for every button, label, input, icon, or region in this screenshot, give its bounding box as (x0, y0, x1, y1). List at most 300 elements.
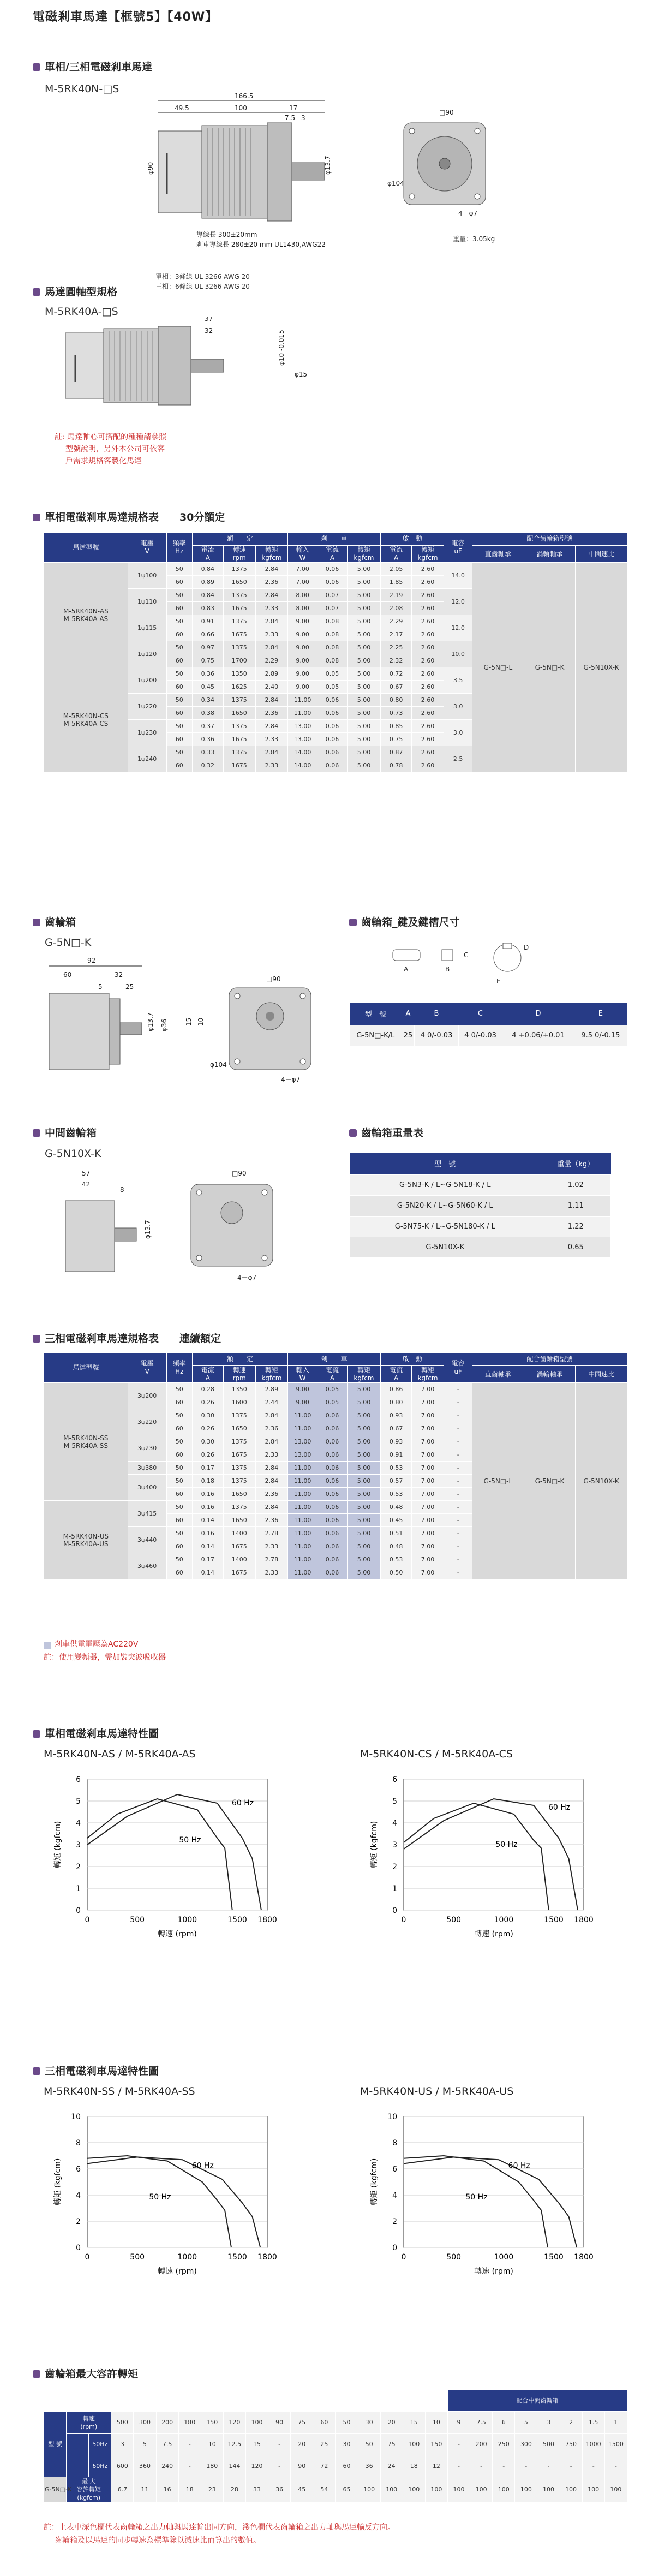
section-marker (33, 1129, 40, 1137)
value-cell: 2.25 (381, 641, 412, 654)
value-cell: 5.00 (347, 1396, 381, 1409)
x-tick-label: 1000 (177, 1916, 197, 1924)
col-start-torque: 轉矩 kgfcm (411, 1366, 444, 1383)
dim-8: 8 (120, 1186, 124, 1194)
value-cell: 7.00 (411, 1462, 444, 1475)
series-label: 50 Hz (179, 1836, 201, 1845)
col-voltage: 電壓 V (128, 1353, 166, 1383)
value-cell: 2.84 (255, 615, 287, 628)
torque-cell: 28 (223, 2477, 245, 2502)
dim-square90: □90 (266, 975, 281, 983)
value-cell: 2.36 (255, 707, 287, 720)
key-col-a: A (402, 1003, 415, 1025)
y-axis-label: 轉矩 (kgfcm) (53, 2158, 62, 2206)
value-cell: 2.60 (411, 563, 444, 576)
value-cell: 1350 (223, 667, 255, 681)
value-cell: 2.60 (411, 707, 444, 720)
speed60-cell: - (604, 2455, 627, 2477)
key-cell-e: 9.5 0/-0.15 (574, 1025, 627, 1046)
value-cell: 5.00 (347, 641, 381, 654)
value-cell: 13.00 (287, 720, 317, 733)
value-cell: 7.00 (411, 1540, 444, 1553)
ratio-cell: 75 (380, 2434, 403, 2455)
capacitor-cell: 10.0 (444, 641, 472, 667)
value-cell: 0.30 (192, 1435, 223, 1448)
section-marker (33, 919, 40, 926)
value-cell: 9.00 (287, 681, 317, 694)
dim-phi36: φ36 (160, 1018, 168, 1031)
value-cell: 11.00 (287, 1462, 317, 1475)
value-cell: 60 (166, 628, 192, 641)
dim-42: 42 (82, 1180, 91, 1188)
speed60-cell: 12 (425, 2455, 447, 2477)
ratio-cell: 1500 (604, 2434, 627, 2455)
blank-cell (245, 2390, 268, 2412)
value-cell: 1375 (223, 1409, 255, 1422)
key-cell-d: 4 +0.06/+0.01 (502, 1025, 574, 1046)
speed60-cell: - (515, 2455, 537, 2477)
value-cell: 0.33 (192, 746, 223, 759)
blank-cell (313, 2390, 336, 2412)
motor-dimension-drawing (131, 93, 567, 257)
table2-title-text: 三相電磁剎車馬達規格表 (45, 1333, 159, 1345)
capacitor-cell: - (444, 1422, 472, 1435)
speed60-cell: 120 (245, 2455, 268, 2477)
value-cell: 5.00 (347, 746, 381, 759)
key-spec-table (349, 1003, 627, 1046)
value-cell: 0.36 (192, 667, 223, 681)
value-cell: 0.08 (317, 641, 347, 654)
value-cell: 11.00 (287, 1488, 317, 1501)
ratio-cell: 750 (560, 2434, 582, 2455)
model-name: M-5RK40A-US (63, 1540, 109, 1548)
model-name: M-5RK40N-SS (63, 1434, 109, 1442)
value-cell: 60 (166, 1488, 192, 1501)
dim-32: 32 (205, 327, 213, 335)
value-cell: 5.00 (347, 1566, 381, 1579)
value-cell: 50 (166, 667, 192, 681)
footnote-2: 齒輪箱及以馬達的同步轉速為標準除以減速比而算出的數值。 (55, 2536, 261, 2545)
voltage-cell: 1ψ110 (128, 589, 166, 615)
value-cell: 0.85 (381, 720, 412, 733)
capacitor-cell: - (444, 1527, 472, 1540)
model-group-cell (44, 563, 128, 667)
y-tick-label: 1 (76, 1885, 81, 1893)
blank-cell (380, 2390, 403, 2412)
col-torque: 轉矩 kgfcm (255, 546, 287, 563)
value-cell: 1350 (223, 1383, 255, 1396)
value-cell: 0.66 (192, 628, 223, 641)
speed-cell: 150 (201, 2412, 223, 2434)
value-cell: 0.50 (381, 1566, 412, 1579)
value-cell: 2.60 (411, 759, 444, 772)
ratio-cell: 10 (201, 2434, 223, 2455)
col-gear-3: 中間速比 (576, 1366, 627, 1383)
dim-10: 10 (197, 1017, 205, 1026)
chart2-section-title: 三相電磁剎車馬達特性圖 (45, 2065, 159, 2077)
value-cell: 0.93 (381, 1435, 412, 1448)
speed-cell: 180 (178, 2412, 201, 2434)
max-torque-table (44, 2389, 627, 2502)
series-label: 50 Hz (149, 2193, 171, 2202)
value-cell: 50 (166, 563, 192, 576)
model-group-cell (44, 1501, 128, 1579)
dim-60: 60 (63, 971, 72, 979)
torque-cell: 100 (493, 2477, 515, 2502)
y-axis-label: 轉矩 (kgfcm) (370, 1821, 379, 1869)
chart-title: M-5RK40N-AS / M-5RK40A-AS (44, 1748, 196, 1760)
ratio-cell: 3 (111, 2434, 134, 2455)
y-axis-label: 轉矩 (kgfcm) (53, 1821, 62, 1869)
capacitor-cell: - (444, 1566, 472, 1579)
speed-cell: 20 (380, 2412, 403, 2434)
value-cell: 0.89 (192, 576, 223, 589)
speed-cell: 120 (223, 2412, 245, 2434)
key-cell-model: G-5N□-K/L (350, 1025, 402, 1046)
series-label: 50 Hz (495, 1840, 518, 1849)
value-cell: 2.29 (255, 654, 287, 667)
value-cell: 5.00 (347, 1462, 381, 1475)
value-cell: 5.00 (347, 759, 381, 772)
col-rated: 額 定 (192, 533, 287, 546)
x-tick-label: 1500 (227, 2253, 247, 2262)
value-cell: 2.84 (255, 720, 287, 733)
weight-col-model: 型 號 (350, 1153, 541, 1174)
value-cell: 5.00 (347, 654, 381, 667)
x-axis-label: 轉速 (rpm) (158, 1930, 197, 1939)
value-cell: 60 (166, 1540, 192, 1553)
x-tick-label: 1800 (574, 2253, 594, 2262)
value-cell: 0.16 (192, 1501, 223, 1514)
torque-cell: 100 (582, 2477, 604, 2502)
torque-cell: 100 (470, 2477, 493, 2502)
value-cell: 11.00 (287, 1422, 317, 1435)
value-cell: 1.85 (381, 576, 412, 589)
value-cell: 0.18 (192, 1475, 223, 1488)
dim-b: 100 (235, 104, 247, 112)
section-marker (33, 2370, 40, 2378)
model-name: M-5RK40N-US (63, 1532, 109, 1540)
dim-32: 32 (115, 971, 123, 979)
col-gear-1: 直齒軸承 (472, 546, 524, 563)
value-cell: 50 (166, 694, 192, 707)
model-group-cell (44, 1383, 128, 1501)
value-cell: 2.84 (255, 1475, 287, 1488)
value-cell: 0.30 (192, 1409, 223, 1422)
chart-title: M-5RK40N-US / M-5RK40A-US (360, 2085, 514, 2097)
dim-5: 5 (98, 983, 103, 991)
speed-cell: 15 (403, 2412, 425, 2434)
value-cell: 60 (166, 707, 192, 720)
dim-phi137: φ13.7 (144, 1220, 152, 1239)
speed60-cell: 18 (403, 2455, 425, 2477)
hz60-header: 60Hz (89, 2455, 111, 2477)
value-cell: 0.16 (192, 1527, 223, 1540)
ratio-cell: 200 (470, 2434, 493, 2455)
key-drawing (382, 939, 622, 988)
value-cell: 2.78 (255, 1553, 287, 1566)
value-cell: 5.00 (347, 576, 381, 589)
mid-gear-title: 中間齒輪箱 (45, 1127, 97, 1139)
series-label: 60 Hz (232, 1799, 254, 1808)
y-tick-label: 4 (76, 1819, 81, 1828)
voltage-cell: 3ψ380 (128, 1462, 166, 1475)
value-cell: 0.17 (192, 1462, 223, 1475)
col-cap: 電容 uF (444, 1353, 472, 1383)
speed-cell: 75 (291, 2412, 313, 2434)
speed60-cell: - (447, 2455, 470, 2477)
ratio-cell: - (178, 2434, 201, 2455)
ratio-cell: 5 (134, 2434, 156, 2455)
dim-15: 15 (185, 1017, 193, 1026)
value-cell: 9.00 (287, 667, 317, 681)
dim-4phi7: 4－φ7 (458, 210, 478, 217)
ratio-cell: 50 (358, 2434, 380, 2455)
brake-lead-length: 剎車導線長 280±20 mm UL1430,AWG22 (196, 241, 326, 248)
series-label: 60 Hz (191, 2161, 214, 2170)
value-cell: 11.00 (287, 1527, 317, 1540)
value-cell: 2.36 (255, 1422, 287, 1435)
value-cell: 0.06 (317, 707, 347, 720)
note-line-2: 型號說明，另外本公司可依客 (65, 445, 165, 454)
col-brake-cur: 電流 A (317, 546, 347, 563)
weight-row-model: G-5N10X-K (350, 1237, 541, 1257)
capacitor-cell: 3.5 (444, 667, 472, 694)
blank-cell (201, 2390, 223, 2412)
value-cell: 1650 (223, 1488, 255, 1501)
value-cell: 5.00 (347, 1422, 381, 1435)
value-cell: 0.72 (381, 667, 412, 681)
x-axis-label: 轉速 (rpm) (474, 2267, 513, 2276)
value-cell: 0.06 (317, 720, 347, 733)
chart-single-phase-cs (360, 1768, 633, 1943)
lead-length: 導線長 300±20mm (196, 231, 257, 238)
value-cell: 0.26 (192, 1422, 223, 1435)
value-cell: 2.84 (255, 1435, 287, 1448)
speed-cell: 7.5 (470, 2412, 493, 2434)
value-cell: 5.00 (347, 1527, 381, 1540)
value-cell: 0.34 (192, 694, 223, 707)
weight-row-kg: 1.02 (541, 1174, 610, 1195)
value-cell: 0.78 (381, 759, 412, 772)
value-cell: 5.00 (347, 589, 381, 602)
col-speed: 轉速 rpm (223, 1366, 255, 1383)
value-cell: 14.00 (287, 746, 317, 759)
value-cell: 0.05 (317, 1383, 347, 1396)
value-cell: 2.78 (255, 1527, 287, 1540)
speed60-cell: 180 (201, 2455, 223, 2477)
value-cell: 0.06 (317, 694, 347, 707)
value-cell: 0.06 (317, 1475, 347, 1488)
col-cap: 電容 uF (444, 533, 472, 563)
value-cell: 50 (166, 720, 192, 733)
col-start: 啟 動 (381, 533, 444, 546)
value-cell: 60 (166, 1422, 192, 1435)
value-cell: 2.84 (255, 1409, 287, 1422)
speed60-cell: 240 (156, 2455, 178, 2477)
model-name: M-5RK40N-CS (63, 712, 109, 720)
value-cell: 50 (166, 746, 192, 759)
speed-cell: 5 (515, 2412, 537, 2434)
value-cell: 50 (166, 1383, 192, 1396)
value-cell: 5.00 (347, 628, 381, 641)
voltage-cell: 1ψ100 (128, 563, 166, 589)
value-cell: 2.84 (255, 563, 287, 576)
gear-cell-3: G-5N10X-K (576, 1383, 627, 1579)
value-cell: 0.32 (192, 759, 223, 772)
value-cell: 5.00 (347, 602, 381, 615)
value-cell: 2.84 (255, 746, 287, 759)
value-cell: 0.06 (317, 1553, 347, 1566)
value-cell: 2.60 (411, 746, 444, 759)
ratio-cell: 20 (291, 2434, 313, 2455)
capacitor-cell: - (444, 1383, 472, 1396)
capacitor-cell: 14.0 (444, 563, 472, 589)
voltage-cell: 3ψ400 (128, 1475, 166, 1501)
value-cell: 11.00 (287, 1566, 317, 1579)
value-cell: 0.93 (381, 1409, 412, 1422)
y-tick-label: 4 (392, 2191, 397, 2200)
value-cell: 1675 (223, 1448, 255, 1462)
value-cell: 60 (166, 733, 192, 746)
capacitor-cell: 3.0 (444, 720, 472, 746)
value-cell: 0.06 (317, 733, 347, 746)
dim-4phi7: 4－φ7 (237, 1274, 257, 1281)
speed60-cell: 600 (111, 2455, 134, 2477)
value-cell: 0.06 (317, 576, 347, 589)
value-cell: 9.00 (287, 641, 317, 654)
torque-cell: 65 (336, 2477, 358, 2502)
speed60-cell: - (582, 2455, 604, 2477)
legend-swatch (44, 1642, 51, 1649)
capacitor-cell: - (444, 1501, 472, 1514)
voltage-cell: 3ψ220 (128, 1409, 166, 1435)
value-cell: 0.06 (317, 1435, 347, 1448)
capacitor-cell: - (444, 1540, 472, 1553)
dim-d: 7.5 (285, 114, 296, 122)
table2-subtitle: 連續額定 (179, 1333, 221, 1345)
col-start-torque: 轉矩 kgfcm (411, 546, 444, 563)
plot-area (87, 2116, 267, 2247)
speed-cell: 1.5 (582, 2412, 604, 2434)
wire-note-2: 三相：6條線 UL 3266 AWG 20 (155, 283, 250, 290)
y-tick-label: 5 (76, 1797, 81, 1806)
torque-cell: 100 (380, 2477, 403, 2502)
value-cell: 1600 (223, 1396, 255, 1409)
value-cell: 0.84 (192, 563, 223, 576)
value-cell: 50 (166, 1553, 192, 1566)
blank-cell (403, 2390, 425, 2412)
value-cell: 1400 (223, 1527, 255, 1540)
col-start: 啟 動 (381, 1353, 444, 1366)
speed60-cell: - (178, 2455, 201, 2477)
chart-three-phase-ss (44, 2106, 316, 2280)
voltage-cell: 3ψ200 (128, 1383, 166, 1409)
value-cell: 2.29 (381, 615, 412, 628)
value-cell: 50 (166, 1409, 192, 1422)
speed-cell: 300 (134, 2412, 156, 2434)
value-cell: 0.06 (317, 759, 347, 772)
x-tick-label: 0 (85, 1916, 90, 1924)
value-cell: 5.00 (347, 1448, 381, 1462)
ratio-cell: 25 (313, 2434, 336, 2455)
dim-phi137: φ13.7 (147, 1012, 154, 1031)
blank-cell (336, 2390, 358, 2412)
page-title-bar (33, 8, 524, 28)
dim-phi90: φ90 (147, 162, 154, 175)
capacitor-cell: 2.5 (444, 746, 472, 772)
value-cell: 1375 (223, 746, 255, 759)
y-tick-label: 3 (76, 1841, 81, 1850)
value-cell: 9.00 (287, 628, 317, 641)
value-cell: 13.00 (287, 733, 317, 746)
value-cell: 1675 (223, 602, 255, 615)
value-cell: 5.00 (347, 615, 381, 628)
weight-row-kg: 1.11 (541, 1195, 610, 1216)
col-gear-2: 渦輪軸承 (524, 546, 576, 563)
capacitor-cell: - (444, 1435, 472, 1448)
value-cell: 2.08 (381, 602, 412, 615)
speed-cell: 30 (358, 2412, 380, 2434)
value-cell: 2.60 (411, 694, 444, 707)
section-marker (349, 1129, 357, 1137)
value-cell: 1675 (223, 759, 255, 772)
x-tick-label: 0 (401, 2253, 406, 2262)
key-a-label: A (404, 965, 409, 973)
voltage-cell: 1ψ230 (128, 720, 166, 746)
value-cell: 0.06 (317, 1409, 347, 1422)
gear-weight-table (349, 1153, 611, 1258)
col-gear-2: 渦輪軸承 (524, 1366, 576, 1383)
value-cell: 7.00 (287, 576, 317, 589)
value-cell: 50 (166, 589, 192, 602)
capacitor-cell: - (444, 1396, 472, 1409)
value-cell: 0.57 (381, 1475, 412, 1488)
torque-cell: 36 (268, 2477, 291, 2502)
value-cell: 2.36 (255, 1488, 287, 1501)
blank-cell (44, 2390, 111, 2412)
y-tick-label: 5 (392, 1797, 397, 1806)
value-cell: 5.00 (347, 1514, 381, 1527)
y-tick-label: 0 (76, 1906, 81, 1915)
value-cell: 1375 (223, 615, 255, 628)
value-cell: 1650 (223, 1514, 255, 1527)
page-title: 電磁剎車馬達【框號5】【40W】 (33, 10, 218, 24)
value-cell: 0.07 (317, 589, 347, 602)
x-tick-label: 1500 (227, 1916, 247, 1924)
x-tick-label: 1500 (544, 2253, 564, 2262)
section-title: 單相/三相電磁剎車馬達 (45, 61, 152, 73)
key-cell-b: 4 0/-0.03 (415, 1025, 459, 1046)
voltage-cell: 1ψ120 (128, 641, 166, 667)
speed60-cell: 60 (336, 2455, 358, 2477)
key-title: 齒輪箱_鍵及鍵槽尺寸 (361, 916, 460, 928)
value-cell: 60 (166, 602, 192, 615)
value-cell: 2.60 (411, 720, 444, 733)
x-tick-label: 1800 (574, 1916, 594, 1924)
value-cell: 0.06 (317, 1488, 347, 1501)
series-label: 50 Hz (465, 2193, 488, 2202)
value-cell: 5.00 (347, 681, 381, 694)
value-cell: 7.00 (411, 1553, 444, 1566)
speed60-cell: - (560, 2455, 582, 2477)
value-cell: 2.33 (255, 1448, 287, 1462)
single-phase-spec-table (44, 532, 627, 772)
key-b-label: B (445, 965, 450, 973)
value-cell: 0.17 (192, 1553, 223, 1566)
blank-cell (156, 2390, 178, 2412)
col-model: 馬達型號 (44, 1353, 128, 1383)
